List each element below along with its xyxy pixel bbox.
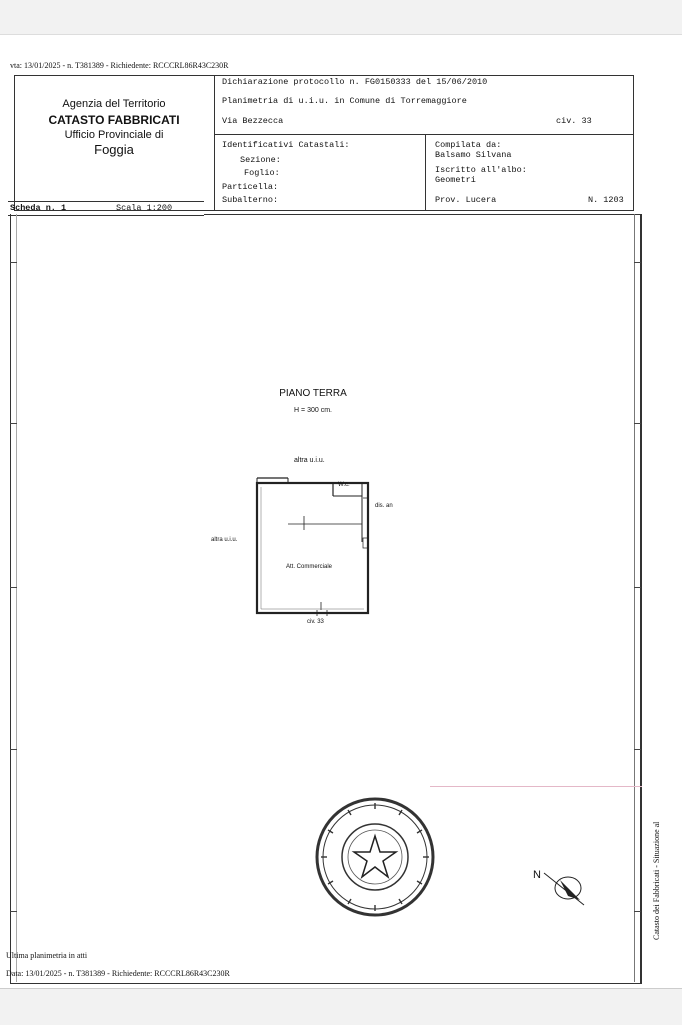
albo-value: Geometri bbox=[435, 175, 476, 185]
compilata-label: Compilata da: bbox=[435, 140, 502, 150]
civ-number: civ. 33 bbox=[556, 116, 592, 126]
tick-mark bbox=[10, 911, 17, 912]
subalterno-label: Subalterno: bbox=[222, 195, 279, 205]
drawing-frame-top bbox=[204, 214, 642, 215]
label-civ: civ. 33 bbox=[307, 619, 324, 625]
tick-mark bbox=[634, 423, 641, 424]
svg-text:N: N bbox=[533, 869, 541, 881]
footer-line2: Data: 13/01/2025 - n. T381389 - Richiedente: RCCCRL86R43C230R bbox=[6, 969, 230, 978]
plan-desc: Planimetria di u.i.u. in Comune di Torremaggiore bbox=[222, 96, 467, 106]
street: Via Bezzecca bbox=[222, 116, 284, 126]
north-arrow-icon bbox=[530, 862, 590, 912]
particella-label: Particella: bbox=[222, 182, 279, 192]
top-note: vta: 13/01/2025 - n. T381389 - Richiedente: RCCCRL86R43C230R bbox=[10, 61, 229, 70]
header-divider-h bbox=[214, 134, 634, 135]
tick-mark bbox=[10, 423, 17, 424]
tick-mark bbox=[634, 749, 641, 750]
sezione-label: Sezione: bbox=[240, 155, 281, 165]
agency-line4: Foggia bbox=[94, 142, 134, 157]
tick-mark bbox=[10, 262, 17, 263]
room-outline bbox=[257, 483, 368, 613]
label-altra-uiu-left: altra u.i.u. bbox=[211, 537, 238, 543]
scan-line bbox=[430, 786, 642, 787]
agency-line2: CATASTO FABBRICATI bbox=[48, 113, 180, 127]
tick-mark bbox=[634, 587, 641, 588]
tick-mark bbox=[634, 911, 641, 912]
vertical-caption: Catasto dei Fabbricati - Situazione al bbox=[652, 821, 661, 940]
agency-line3: Ufficio Provinciale di bbox=[64, 129, 164, 141]
bottom-band bbox=[0, 988, 682, 1025]
label-wc: W.c. bbox=[338, 482, 350, 488]
agency-line1: Agenzia del Territorio bbox=[62, 98, 166, 110]
label-room: Att. Commerciale bbox=[286, 564, 333, 570]
plan-height: H = 300 cm. bbox=[294, 407, 332, 414]
foglio-label: Foglio: bbox=[244, 168, 280, 178]
drawing-frame-right-inner bbox=[634, 214, 635, 982]
header-divider-left bbox=[214, 75, 215, 211]
label-dis: dis. an bbox=[375, 503, 393, 509]
tick-mark bbox=[10, 749, 17, 750]
top-band bbox=[0, 0, 682, 35]
plan-title: PIANO TERRA bbox=[279, 388, 347, 399]
agency-block bbox=[14, 98, 214, 157]
compiler-name: Balsamo Silvana bbox=[435, 150, 512, 160]
prov-label: Prov. Lucera bbox=[435, 195, 497, 205]
header-divider-right bbox=[425, 134, 426, 211]
label-altra-uiu-top: altra u.i.u. bbox=[294, 457, 325, 464]
footer-line1: Ultima planimetria in atti bbox=[6, 951, 88, 960]
scala-label: Scala 1:200 bbox=[116, 203, 173, 213]
tick-mark bbox=[634, 262, 641, 263]
num-label: N. 1203 bbox=[588, 195, 624, 205]
tick-mark bbox=[10, 587, 17, 588]
official-stamp bbox=[312, 794, 438, 920]
iscritto-label: Iscritto all'albo: bbox=[435, 165, 527, 175]
protocol-line: Dichiarazione protocollo n. FG0150333 del 15/06/2010 bbox=[222, 77, 488, 87]
drawing-frame-left-inner bbox=[16, 214, 17, 982]
scheda-label: Scheda n. 1 bbox=[10, 203, 67, 213]
ident-title: Identificativi Catastali: bbox=[222, 140, 350, 150]
